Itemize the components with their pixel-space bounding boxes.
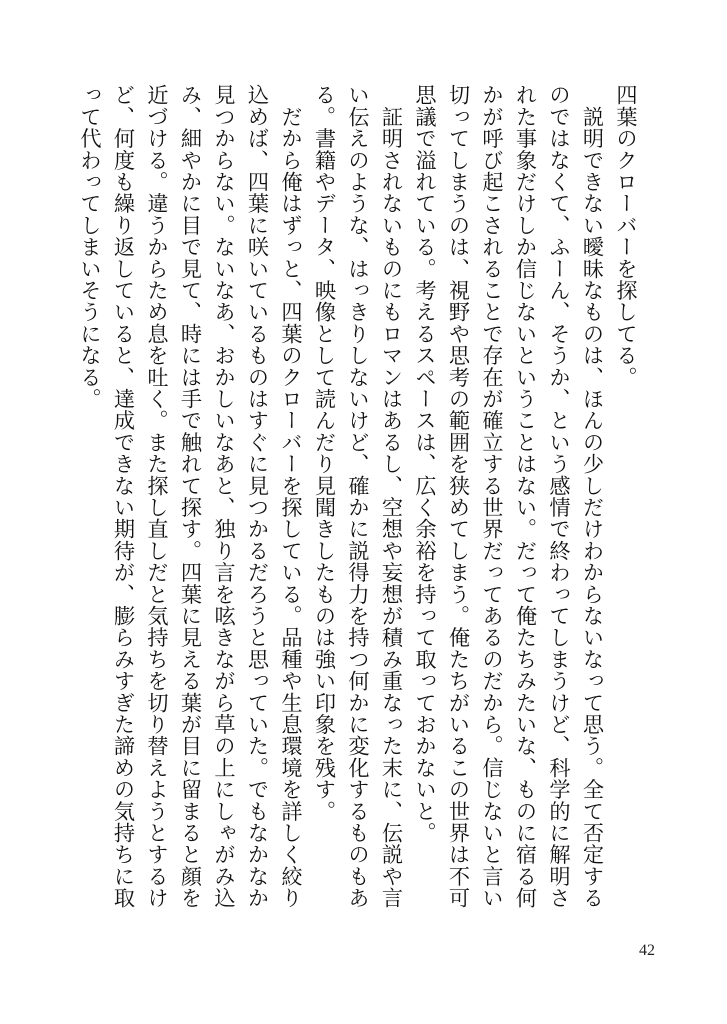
text-line: る。書籍やデータ、映像として読んだり見聞きしたものは強い印象を残す。 <box>312 84 338 822</box>
text-line: って代わってしまいそうになる。 <box>78 84 103 410</box>
text-line: み、細やかに目で見て、時には手で触れて探す。四葉に見える葉が目に留まると顔を <box>178 84 204 909</box>
text-line: ど、何度も繰り返していると、達成できない期待が、膨らみすぎた諦めの気持ちに取 <box>111 84 137 909</box>
body-text <box>74 84 644 929</box>
text-line: 近づける。違うからため息を吐く。また探し直しだと気持ちを切り替えようとするけ <box>145 84 170 909</box>
text-line: 思議で溢れている。考えるスペースは、広く余裕を持って取っておかないと。 <box>413 84 438 844</box>
text-line: かが呼び起こされることで存在が確立する世界だってあるのだから。信じないと言い <box>480 84 505 909</box>
text-line: 四葉のクローバーを探してる。 <box>614 84 639 388</box>
text-line: 証明されないものにもロマンはあるし、空想や妄想が積み重なった末に、伝説や言 <box>379 84 405 909</box>
text-line: だから俺はずっと、四葉のクローバーを探している。品種や生息環境を詳しく絞り <box>279 84 304 909</box>
text-line: のではなくて、ふーん、そうか、という感情で終わってしまうけど、科学的に解明さ <box>547 84 572 909</box>
text-line: れた事象だけしか信じないということはない。だって俺たちみたいな、ものに宿る何 <box>513 84 539 909</box>
text-line: 込めば、四葉に咲いているものはすぐに見つかるだろうと思っていた。でもなかなか <box>245 84 271 909</box>
text-line: 見つからない。ないなあ、おかしいなあと、独り言を呟きながら草の上にしゃがみ込 <box>212 84 237 909</box>
text-line: 切ってしまうのは、視野や思考の範囲を狭めてしまう。俺たちがいるこの世界は不可 <box>446 84 472 909</box>
text-line: 説明できない曖昧なものは、ほんの少しだけわからないなって思う。全て否定する <box>580 84 606 909</box>
page-number: 42 <box>639 942 655 959</box>
text-line: い伝えのような、はっきりしないけど、確かに説得力を持つ何かに変化するものもあ <box>346 84 371 909</box>
